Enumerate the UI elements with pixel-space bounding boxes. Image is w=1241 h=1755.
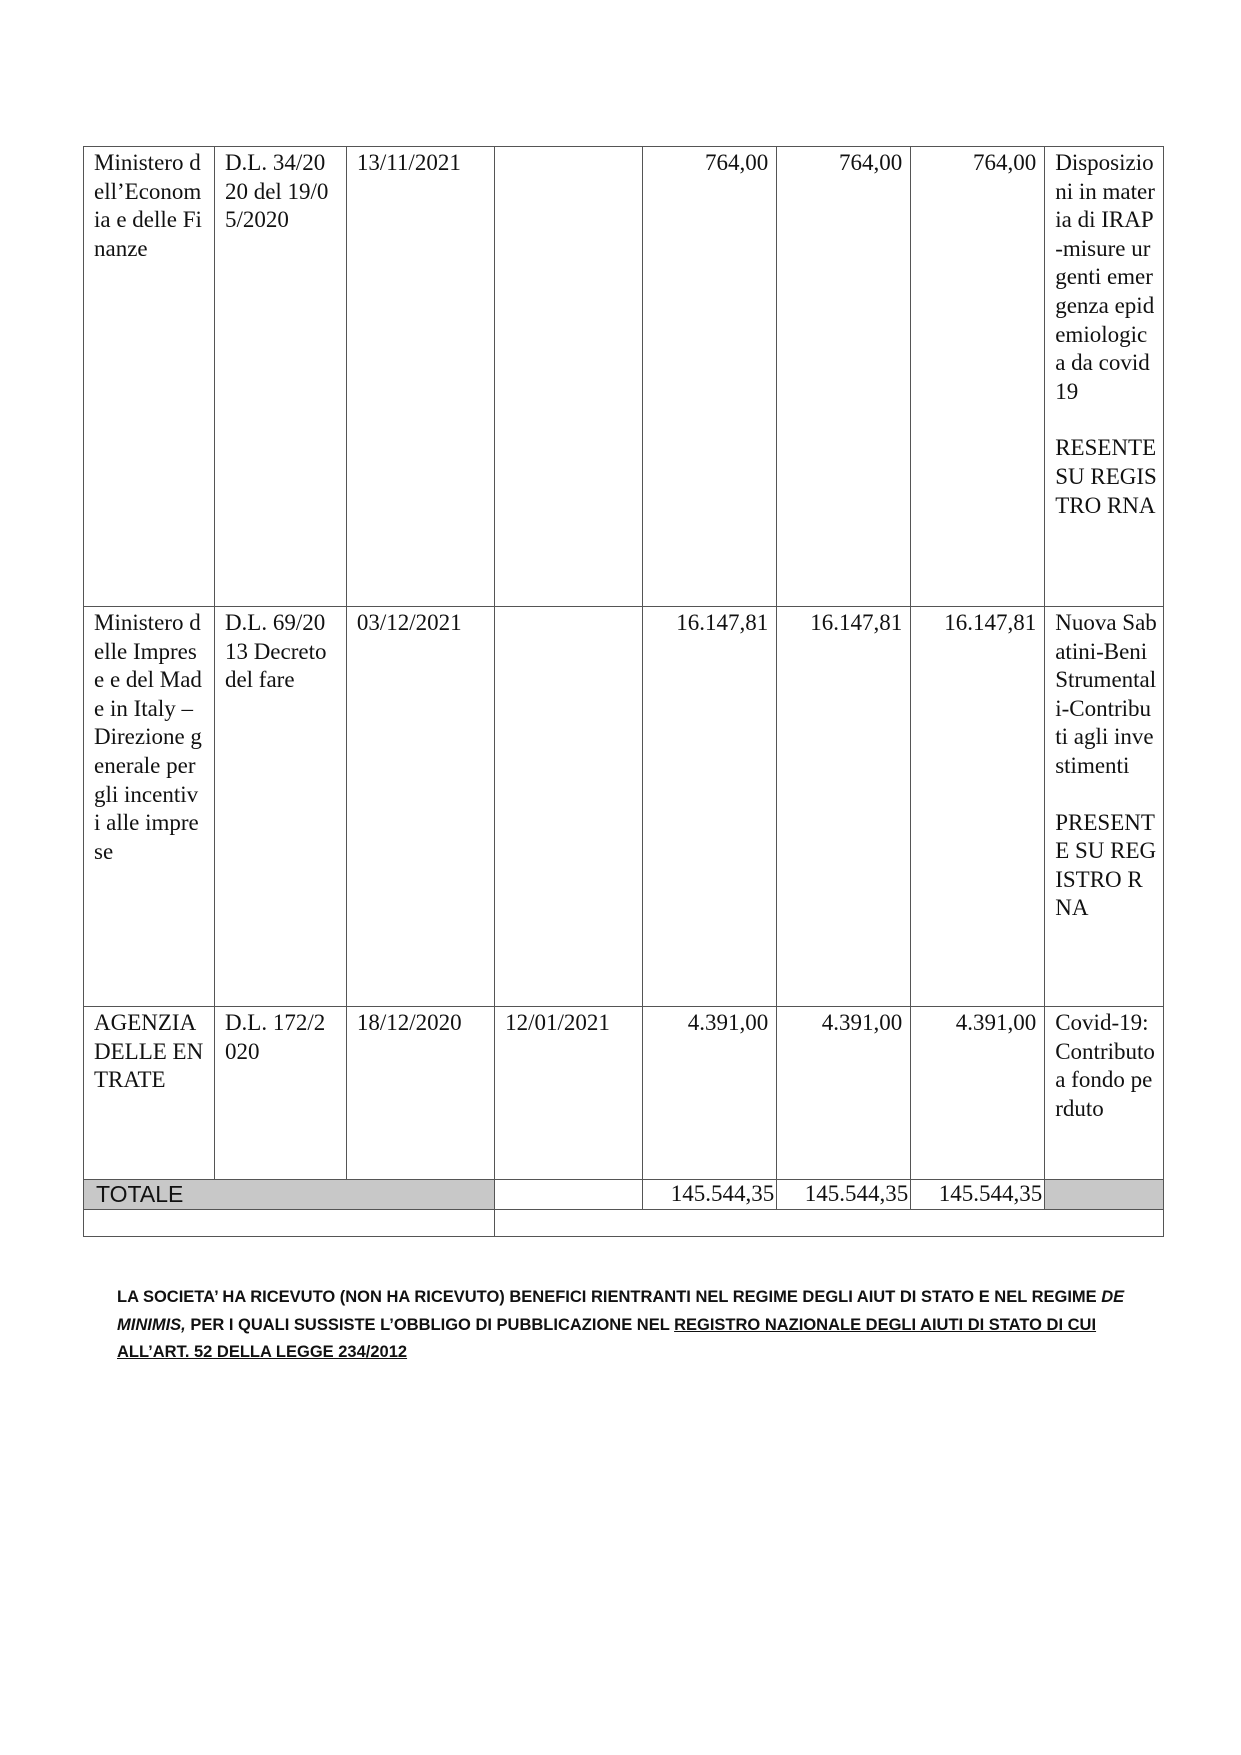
- grant-date-cell: 18/12/2020: [346, 1007, 494, 1180]
- grant-date-cell: 03/12/2021: [346, 607, 494, 1007]
- description-cell: [1045, 147, 1164, 607]
- granting-entity-cell: Ministero delle Imprese e del Made in Italy – Direzione generale per gli incentivi alle imprese: [84, 607, 215, 1007]
- aid-description: Disposizioni in materia di IRAP-misure urgenti emergenza epidemiologica da covid 19: [1055, 150, 1155, 404]
- amount-cell: 4.391,00: [777, 1007, 911, 1180]
- total-amount-cell: 145.544,35: [777, 1180, 911, 1210]
- amount-cell: 16.147,81: [643, 607, 777, 1007]
- table-row: [84, 147, 1164, 607]
- footer-empty-cell: [84, 1209, 495, 1236]
- registry-reference-text: REGISTRO NAZIONALE DEGLI AIUTI DI STATO DI CUI ALL’ART. 52 DELLA LEGGE 234/2012: [117, 1315, 1097, 1361]
- rna-registry-note: RESENTE SU REGISTRO RNA: [1055, 435, 1157, 518]
- declaration-italic-text: DE MINIMIS,: [117, 1288, 1125, 1334]
- receipt-date-cell: 12/01/2021: [495, 1007, 643, 1180]
- total-label: TOTALE: [84, 1180, 495, 1210]
- legal-reference-cell: D.L. 172/2020: [214, 1007, 346, 1180]
- receipt-date-cell: [495, 147, 643, 607]
- granting-entity-cell: Ministero dell’Economia e delle Finanze: [84, 147, 215, 607]
- table-footer-row: [84, 1209, 1164, 1236]
- amount-cell: 764,00: [777, 147, 911, 607]
- table-row: [84, 1007, 1164, 1180]
- state-aid-table: [83, 146, 1164, 1237]
- grant-date-cell: 13/11/2021: [346, 147, 494, 607]
- amount-cell: 764,00: [643, 147, 777, 607]
- receipt-date-cell: [495, 607, 643, 1007]
- aid-description: Nuova Sabatini-Beni Strumentali-Contributi agli investimenti: [1055, 610, 1157, 778]
- legal-reference-cell: D.L. 69/2013 Decreto del fare: [214, 607, 346, 1007]
- total-empty-cell: [495, 1180, 643, 1210]
- amount-cell: 4.391,00: [911, 1007, 1045, 1180]
- total-amount-cell: 145.544,35: [643, 1180, 777, 1210]
- state-aid-declaration: [117, 1284, 1127, 1367]
- amount-cell: 764,00: [911, 147, 1045, 607]
- total-row: [84, 1180, 1164, 1210]
- amount-cell: 4.391,00: [643, 1007, 777, 1180]
- rna-registry-note: PRESENTE SU REGISTRO RNA: [1055, 809, 1157, 921]
- declaration-text: LA SOCIETA’ HA RICEVUTO (NON HA RICEVUTO) BENEFICI RIENTRANTI NEL REGIME DEGLI AIUT DI STATO E NEL REGIME: [117, 1288, 1102, 1306]
- aid-description: Covid-19: Contributo a fondo perduto: [1055, 1010, 1155, 1121]
- legal-reference-cell: D.L. 34/2020 del 19/05/2020: [214, 147, 346, 607]
- declaration-text: PER I QUALI SUSSISTE L’OBBLIGO DI PUBBLICAZIONE NEL: [185, 1315, 675, 1334]
- amount-cell: 16.147,81: [911, 607, 1045, 1007]
- table-row: [84, 607, 1164, 1007]
- amount-cell: 16.147,81: [777, 607, 911, 1007]
- footer-empty-cell: [495, 1209, 1164, 1236]
- total-amount-cell: 145.544,35: [911, 1180, 1045, 1210]
- granting-entity-cell: AGENZIA DELLE ENTRATE: [84, 1007, 215, 1180]
- total-shaded-cell: [1045, 1180, 1164, 1210]
- description-cell: [1045, 607, 1164, 1007]
- description-cell: [1045, 1007, 1164, 1180]
